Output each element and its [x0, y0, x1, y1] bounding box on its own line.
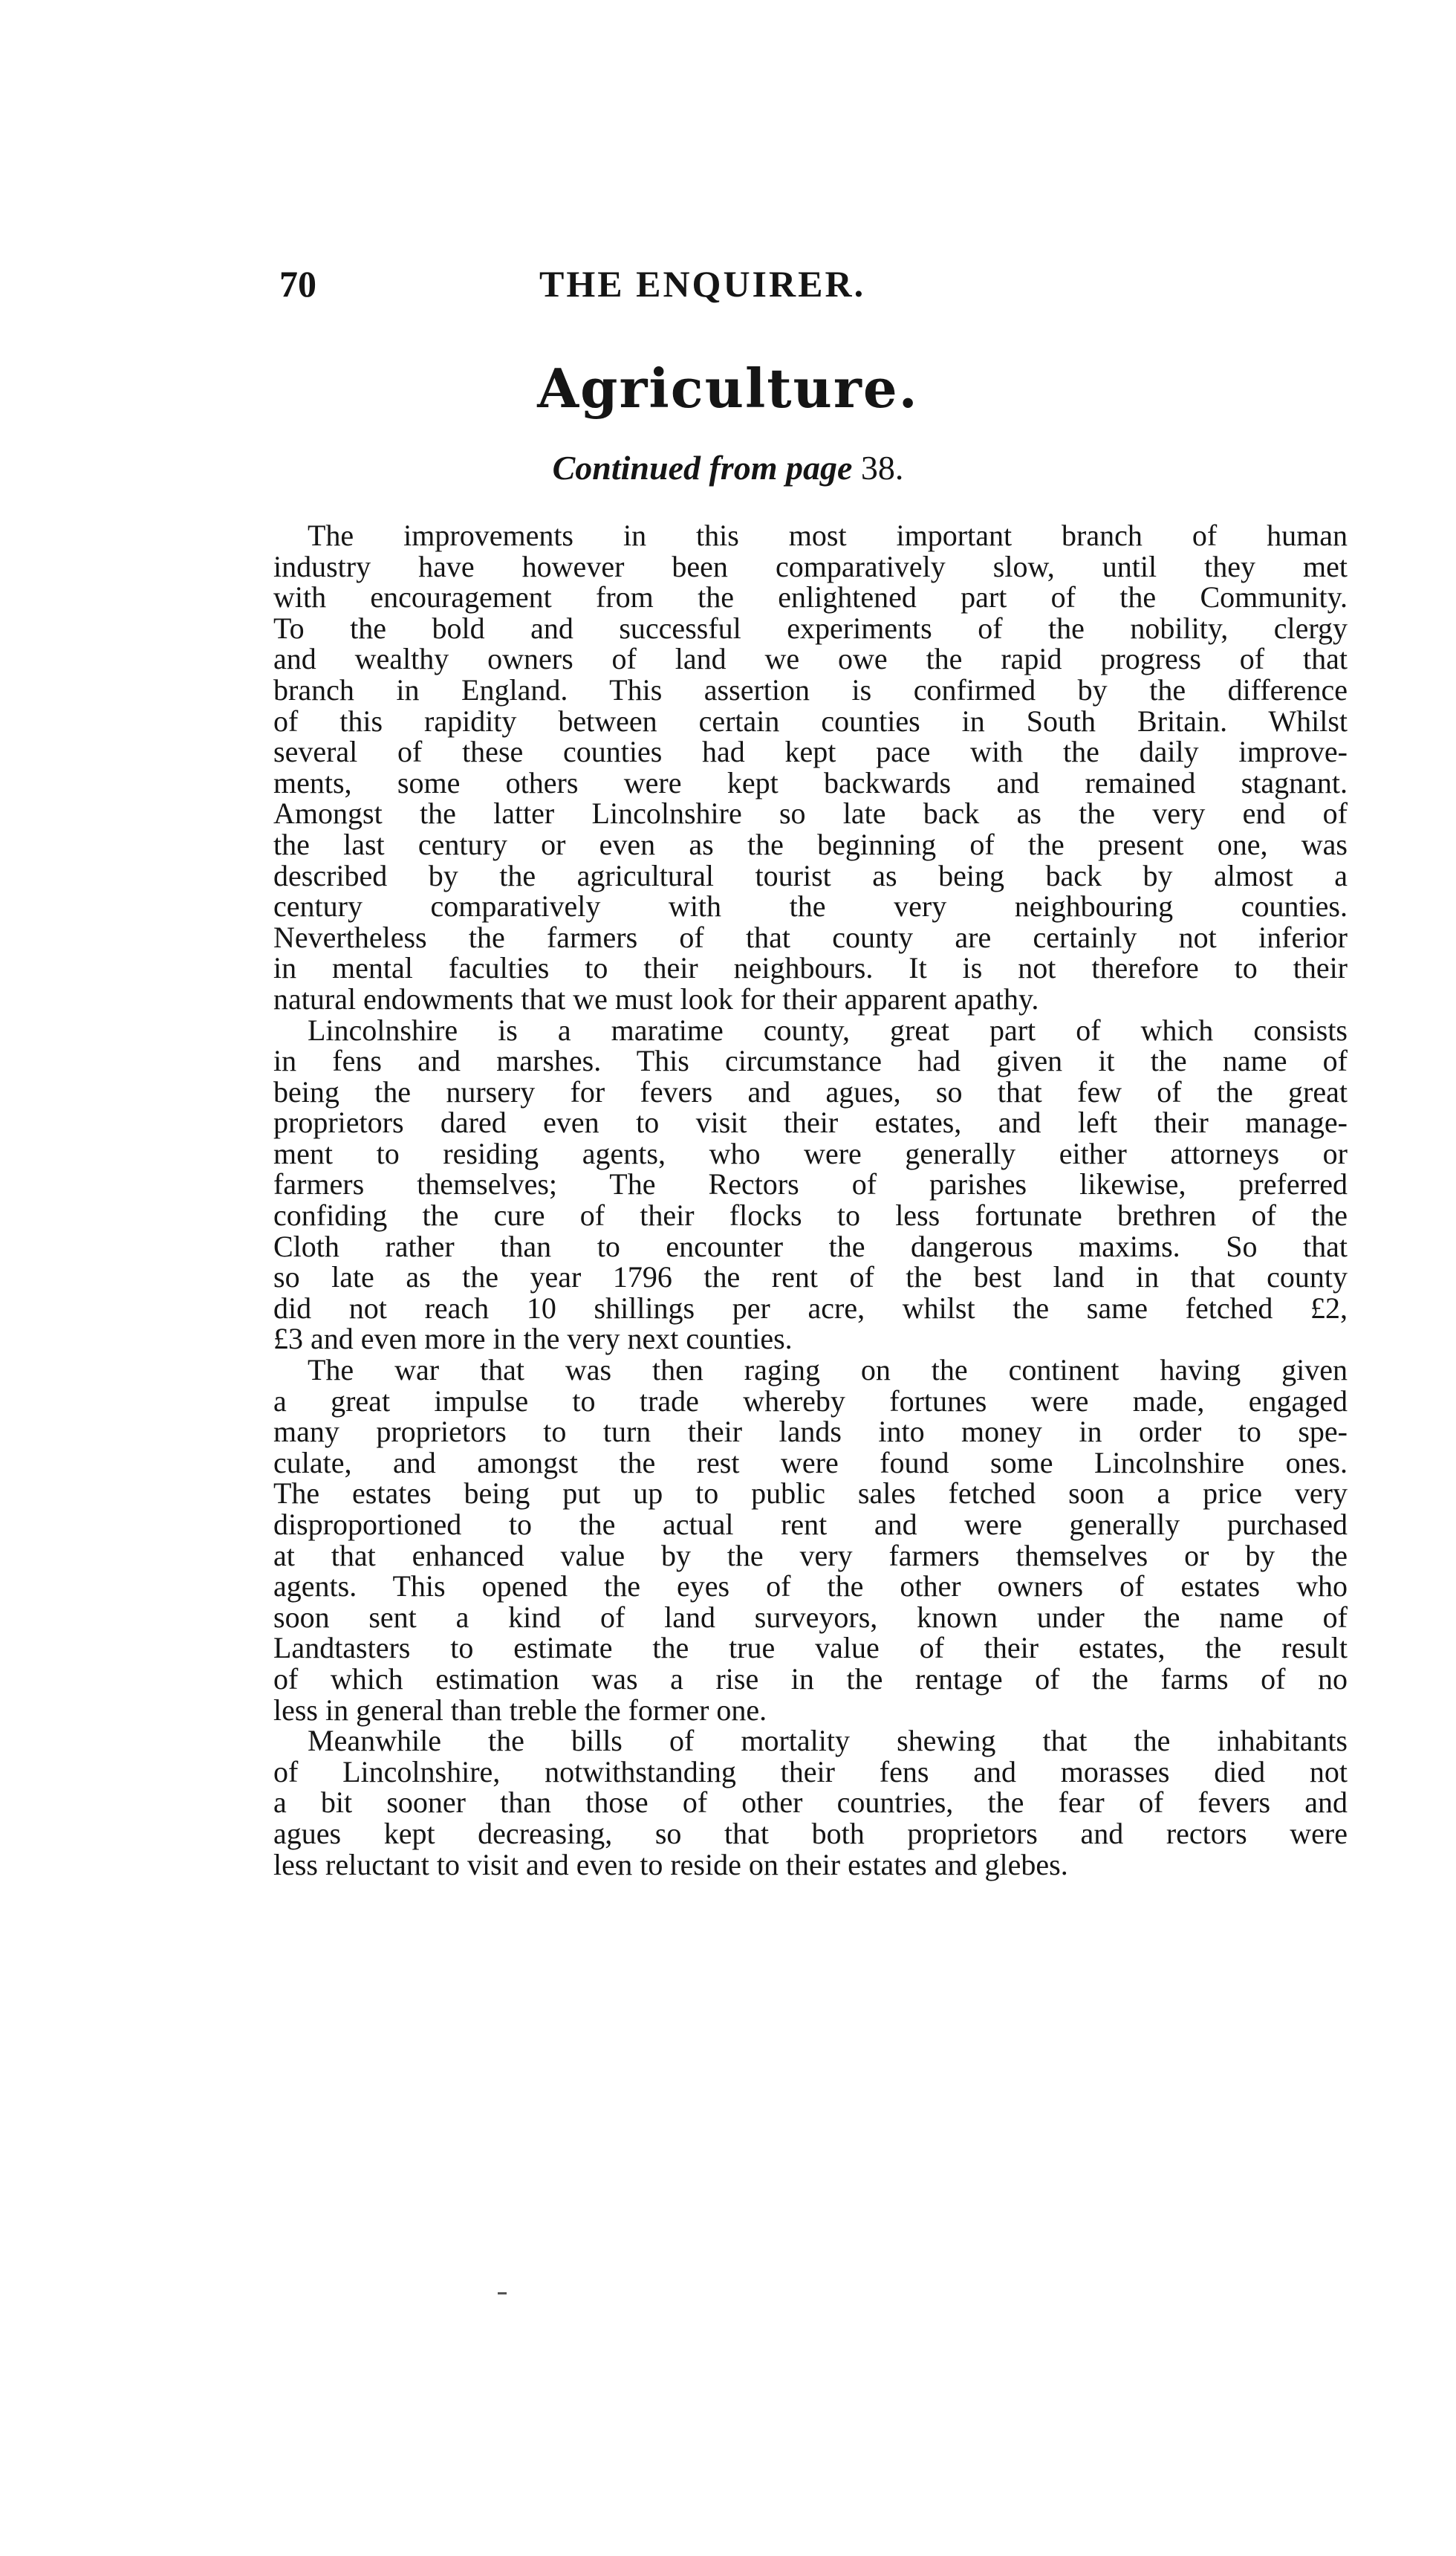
text-line: branch in England. This assertion is confirmed by the difference	[273, 672, 1348, 707]
paragraph	[273, 1015, 1348, 1355]
text-line: ment to residing agents, who were generally either attorneys or	[273, 1136, 1348, 1170]
text-line: several of these counties had kept pace with the daily improve-	[273, 735, 1348, 769]
text-line: of which estimation was a rise in the rentage of the farms of no	[273, 1661, 1348, 1696]
text-line: in mental faculties to their neighbours. It is not therefore to their	[273, 951, 1348, 985]
text-line: and wealthy owners of land we owe the rapid progress of that	[273, 642, 1348, 676]
text-line: farmers themselves; The Rectors of parishes likewise, preferred	[273, 1167, 1348, 1201]
article-body	[273, 520, 1348, 1880]
text-line: of Lincolnshire, notwithstanding their fens and morasses died not	[273, 1754, 1348, 1788]
journal-title: THE ENQUIRER.	[539, 263, 866, 305]
paragraph	[273, 1355, 1348, 1725]
text-line: less in general than treble the former one.	[273, 1693, 767, 1727]
text-line: Lincolnshire is a maratime county, great part of which consists	[308, 1013, 1348, 1047]
text-line: agues kept decreasing, so that both proprietors and rectors were	[273, 1816, 1348, 1850]
text-line: at that enhanced value by the very farmers themselves or by the	[273, 1538, 1348, 1572]
text-line: disproportioned to the actual rent and were generally purchased	[273, 1508, 1348, 1541]
text-line: confiding the cure of their flocks to less fortunate brethren of the	[273, 1198, 1348, 1233]
text-line: in fens and marshes. This circumstance had given it the name of	[273, 1044, 1348, 1078]
text-line: £3 and even more in the very next counties.	[273, 1322, 793, 1356]
text-line: natural endowments that we must look for their apparent apathy.	[273, 982, 1039, 1016]
text-line: soon sent a kind of land surveyors, known under the name of	[273, 1600, 1348, 1634]
text-line: of this rapidity between certain counties in South Britain. Whilst	[273, 704, 1348, 738]
text-line: so late as the year 1796 the rent of the best land in that county	[273, 1260, 1348, 1294]
text-line: being the nursery for fevers and agues, so that few of the great	[273, 1074, 1348, 1109]
text-line: The improvements in this most important branch of human	[308, 519, 1348, 552]
text-line: proprietors dared even to visit their estates, and left their manage-	[273, 1106, 1348, 1140]
text-line: ments, some others were kept backwards and remained stagnant.	[273, 765, 1348, 799]
text-line: The estates being put up to public sales fetched soon a price very	[273, 1476, 1348, 1511]
paragraph	[273, 520, 1348, 1015]
paragraph	[273, 1725, 1348, 1880]
text-line: industry have however been comparatively slow, until they met	[273, 549, 1348, 583]
text-line: Nevertheless the farmers of that county are certainly not inferior	[273, 920, 1348, 954]
text-line: Landtasters to estimate the true value of their estates, the result	[273, 1631, 1348, 1665]
text-line: The war that was then raging on the continent having given	[308, 1353, 1348, 1387]
text-line: did not reach 10 shillings per acre, whilst the same fetched £2,	[273, 1291, 1348, 1325]
text-line: the last century or even as the beginning of the present one, was	[273, 827, 1348, 861]
continued-page-ref: 38.	[860, 449, 904, 487]
text-line: a bit sooner than those of other countries, the fear of fevers and	[273, 1785, 1348, 1820]
text-line: culate, and amongst the rest were found some Lincolnshire ones.	[273, 1445, 1348, 1479]
section-title: Agriculture.	[537, 357, 919, 420]
text-line: Cloth rather than to encounter the dangerous maxims. So that	[273, 1229, 1348, 1263]
continued-note	[0, 446, 1456, 490]
text-line: a great impulse to trade whereby fortunes were made, engaged	[273, 1384, 1348, 1418]
text-line: less reluctant to visit and even to reside on their estates and glebes.	[273, 1847, 1068, 1881]
text-line: many proprietors to turn their lands into money in order to spe-	[273, 1415, 1348, 1449]
continued-label: Continued from page	[552, 449, 853, 487]
page-number: 70	[279, 263, 316, 305]
text-line: Amongst the latter Lincolnshire so late back as the very end of	[273, 797, 1348, 831]
printer-mark	[498, 2292, 507, 2294]
text-line: century comparatively with the very neighbouring counties.	[273, 889, 1348, 924]
running-head	[279, 262, 1037, 306]
text-line: with encouragement from the enlightened part of the Community.	[273, 580, 1348, 614]
text-line: described by the agricultural tourist as being back by almost a	[273, 858, 1348, 892]
text-line: To the bold and successful experiments of the nobility, clergy	[273, 611, 1348, 645]
text-line: Meanwhile the bills of mortality shewing that the inhabitants	[308, 1724, 1348, 1758]
text-line: agents. This opened the eyes of the other owners of estates who	[273, 1569, 1348, 1603]
